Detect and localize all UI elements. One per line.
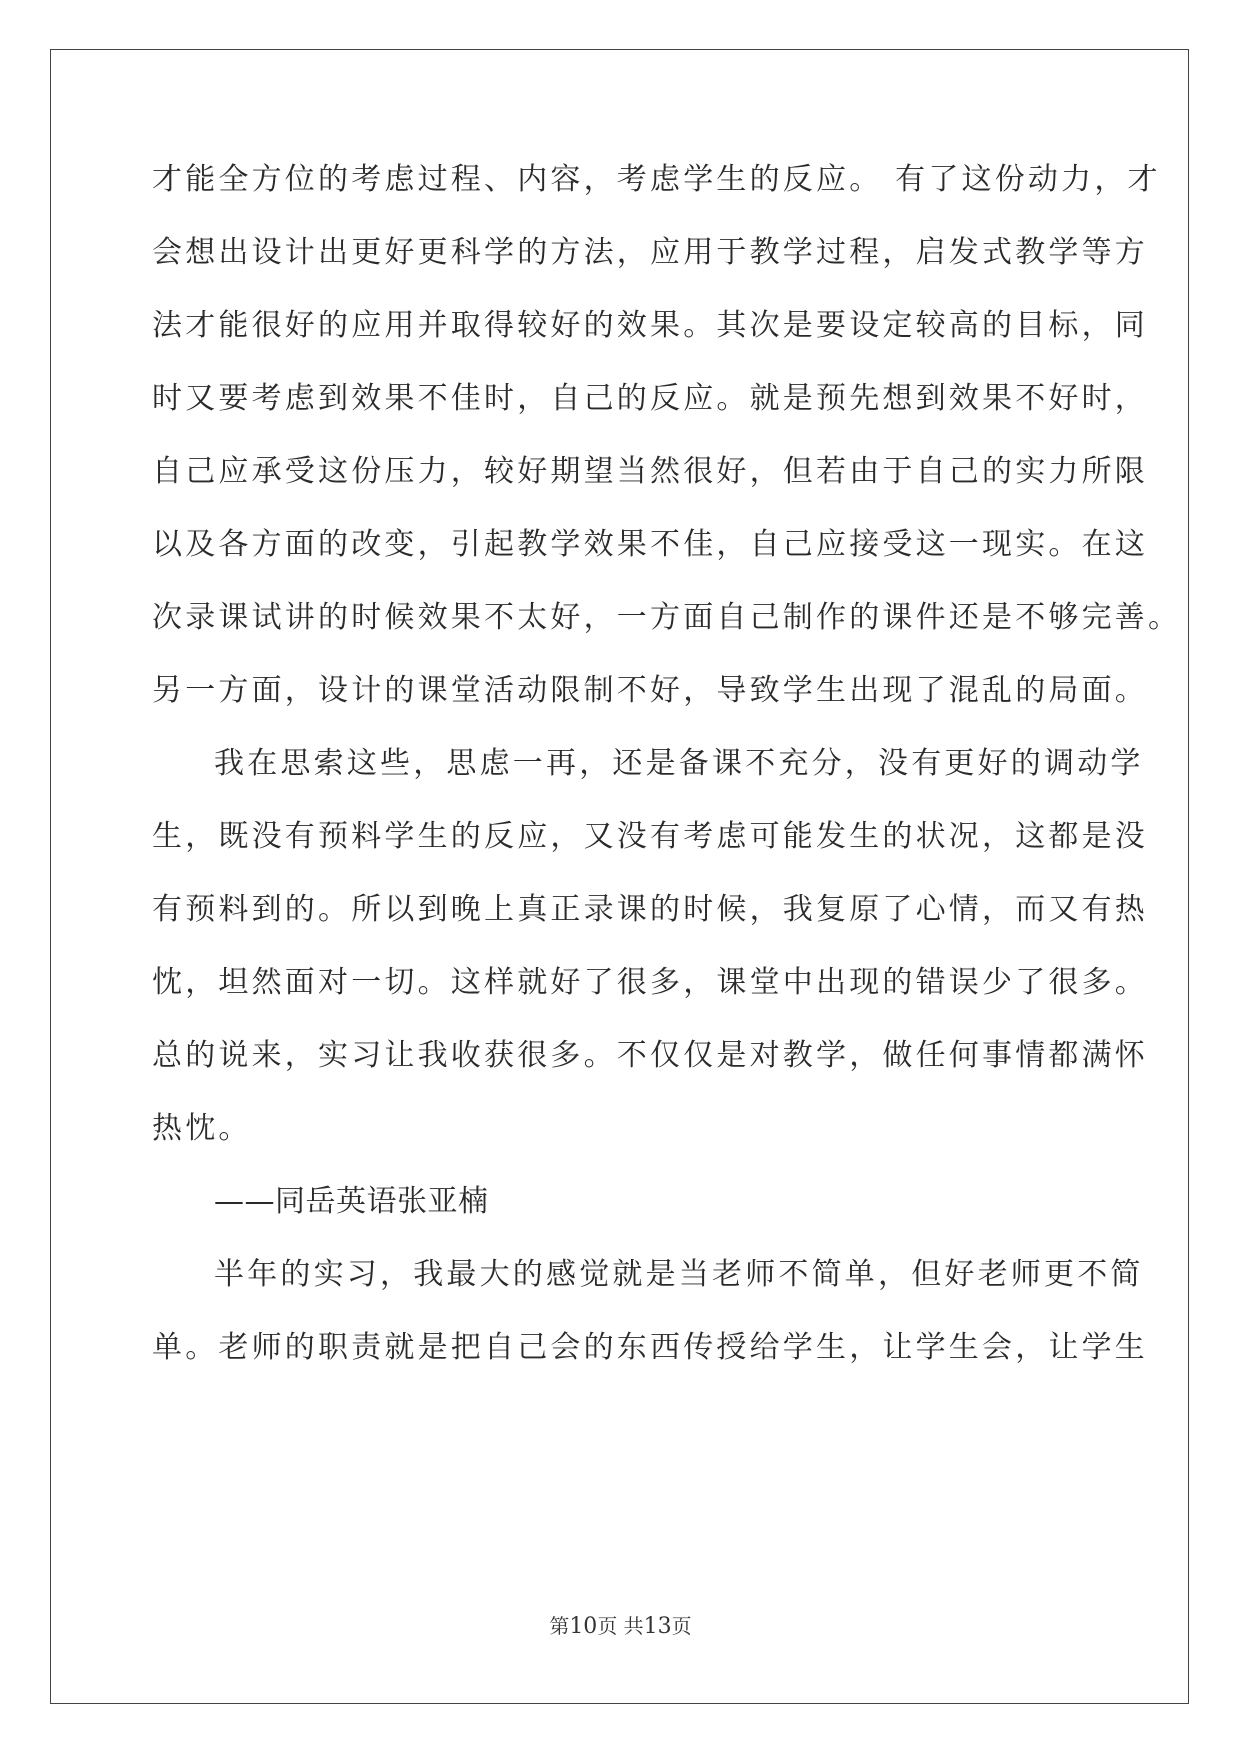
signature-line: ——同岳英语张亚楠 <box>214 1184 489 1219</box>
page-number-suffix: 页 <box>671 1614 692 1638</box>
text-line: 以及各方面的改变，引起教学效果不佳，自己应接受这一现实。在这 <box>152 527 1148 562</box>
page-number-prefix: 第 <box>549 1614 570 1638</box>
page-number-mid: 页 共 <box>597 1614 644 1638</box>
text-line: 生，既没有预料学生的反应，又没有考虑可能发生的状况，这都是没 <box>152 819 1148 854</box>
text-line: 自己应承受这份压力，较好期望当然很好，但若由于自己的实力所限 <box>152 454 1148 489</box>
text-line: 忱，坦然面对一切。这样就好了很多，课堂中出现的错误少了很多。 <box>152 965 1148 1000</box>
text-line: 才能全方位的考虑过程、内容，考虑学生的反应。 有了这份动力，才 <box>152 162 1161 197</box>
paragraph-start-line: 我在思索这些，思虑一再，还是备课不充分，没有更好的调动学 <box>214 746 1144 781</box>
paragraph-start-line: 半年的实习，我最大的感觉就是当老师不简单，但好老师更不简 <box>214 1257 1144 1292</box>
text-line: 单。老师的职责就是把自己会的东西传授给学生，让学生会，让学生 <box>152 1330 1148 1365</box>
text-line: 时又要考虑到效果不佳时，自己的反应。就是预先想到效果不好时， <box>152 381 1148 416</box>
page-border <box>50 49 1189 1704</box>
text-line: 另一方面，设计的课堂活动限制不好，导致学生出现了混乱的局面。 <box>152 673 1148 708</box>
page-footer <box>0 1610 1241 1639</box>
total-page-number: 13 <box>643 1614 672 1639</box>
text-line: 总的说来，实习让我收获很多。不仅仅是对教学，做任何事情都满怀 <box>152 1038 1148 1073</box>
text-line: 法才能很好的应用并取得较好的效果。其次是要设定较高的目标，同 <box>152 308 1148 343</box>
current-page-number: 10 <box>569 1614 598 1639</box>
text-line: 有预料到的。所以到晚上真正录课的时候，我复原了心情，而又有热 <box>152 892 1148 927</box>
text-line: 次录课试讲的时候效果不太好，一方面自己制作的课件还是不够完善。 <box>152 600 1182 635</box>
text-line: 会想出设计出更好更科学的方法，应用于教学过程，启发式教学等方 <box>152 235 1148 270</box>
text-line: 热忱。 <box>152 1111 252 1146</box>
